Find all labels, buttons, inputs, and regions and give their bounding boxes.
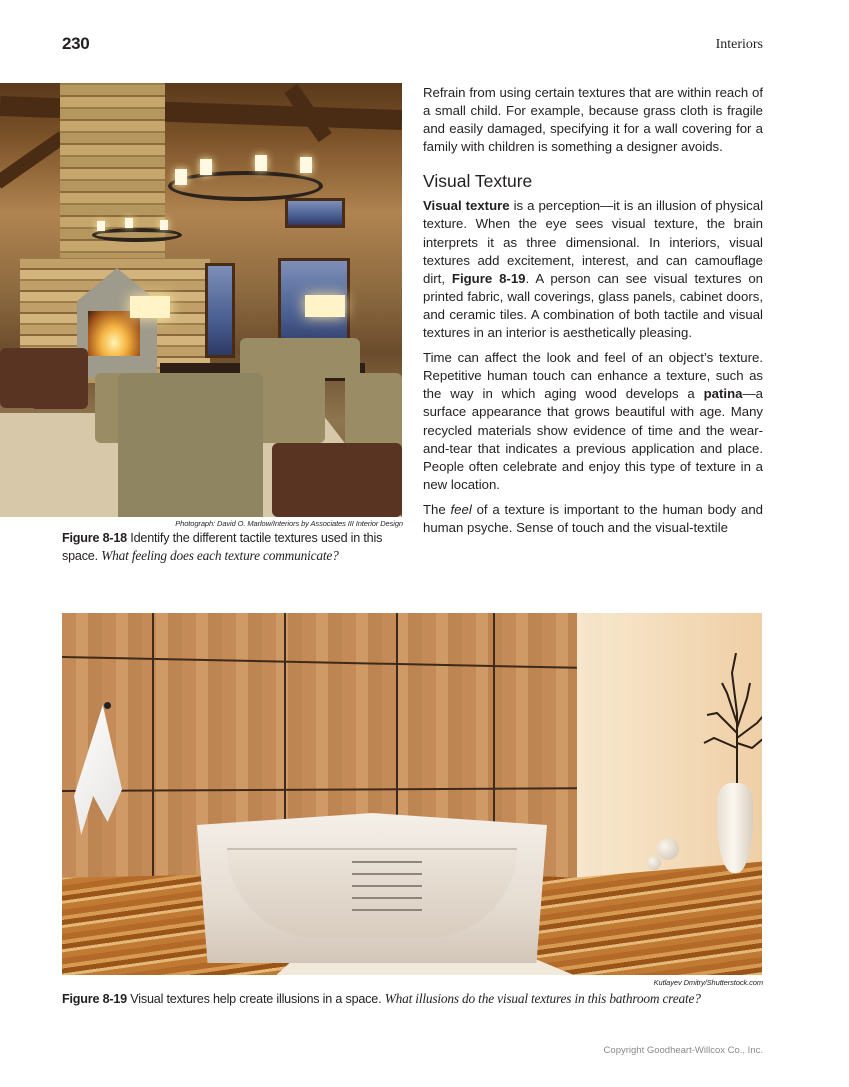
emphasis: feel [450, 501, 472, 517]
body-text-column [423, 84, 763, 544]
window [205, 263, 235, 358]
window [285, 198, 345, 228]
armchair [118, 373, 263, 517]
caption-question: What feeling does each texture communicate? [101, 548, 339, 563]
paragraph-text: —a surface appearance that grows beautiful with age. Many recycled materials show evidence of time and the wear-and-tear that indicates a previous application and place. People often celebrate and enjoy this type of texture in a new location. [423, 386, 763, 492]
paragraph: Refrain from using certain textures that are within reach of a small child. For example, because grass cloth is fragile and easily damaged, specifying it for a wall covering for a family with children is something a designer avoids. [423, 85, 763, 155]
caption-text: Visual textures help create illusions in a space. [127, 992, 385, 1006]
leather-ottoman [30, 373, 88, 409]
paragraph-text: . A person can see visual textures on printed fabric, wall coverings, glass panels, cabinet doors, and ceramic tiles. A combination of both tactile and visual textures in an interior is aesthetically pleasing. [423, 270, 763, 341]
copyright-notice: Copyright Goodheart-Willcox Co., Inc. [603, 1045, 763, 1056]
running-head: Interiors [715, 37, 763, 52]
caption-question: What illusions do the visual textures in this bathroom create? [384, 991, 701, 1006]
towel-hook [104, 702, 111, 709]
decorative-branches [702, 653, 762, 793]
sofa [240, 338, 360, 378]
decorative-ball [657, 838, 679, 860]
section-heading: Visual Texture [423, 171, 533, 192]
figure-8-18-credit: Photograph: David O. Marlow/Interiors by Associates III Interior Design [175, 519, 403, 528]
paragraph [423, 501, 763, 537]
chandelier [168, 171, 323, 201]
chandelier-small [92, 228, 182, 242]
figure-reference: Figure 8-19 [451, 270, 526, 286]
leather-ottoman [272, 443, 402, 517]
figure-8-18-photo [0, 83, 402, 517]
paragraph-text: of a texture is important to the human body and human psyche. Sense of touch and the visual-textile [423, 501, 763, 535]
decorative-ball [647, 856, 661, 870]
figure-8-19-credit: Kutlayev Dmitry/Shutterstock.com [653, 978, 763, 987]
figure-8-19-caption [62, 990, 782, 1008]
caption-text: Identify the different tactile textures used in this space. [62, 531, 383, 563]
figure-label: Figure 8-18 [62, 531, 127, 545]
page-number: 230 [62, 34, 90, 53]
paragraph [423, 197, 763, 342]
figure-label: Figure 8-19 [62, 992, 127, 1006]
figure-8-18-caption [62, 530, 402, 565]
paragraph-text: is a perception—it is an illusion of physical texture. When the eye sees visual texture, the brain interprets it as three dimensional. In interiors, visual textures add excitement, interest, and can camouflage dirt, [423, 198, 764, 286]
paragraph [423, 349, 763, 494]
paragraph-text: The [423, 501, 451, 517]
key-term: patina [703, 386, 743, 402]
floor-lamp [130, 296, 170, 318]
figure-8-19-photo [62, 613, 762, 975]
table-lamp [305, 295, 345, 317]
paragraph-text: Time can affect the look and feel of an object’s texture. Repetitive human touch can enhance a texture, such as the way in which aging wood develops a [423, 350, 763, 402]
key-term: Visual texture [423, 198, 510, 214]
